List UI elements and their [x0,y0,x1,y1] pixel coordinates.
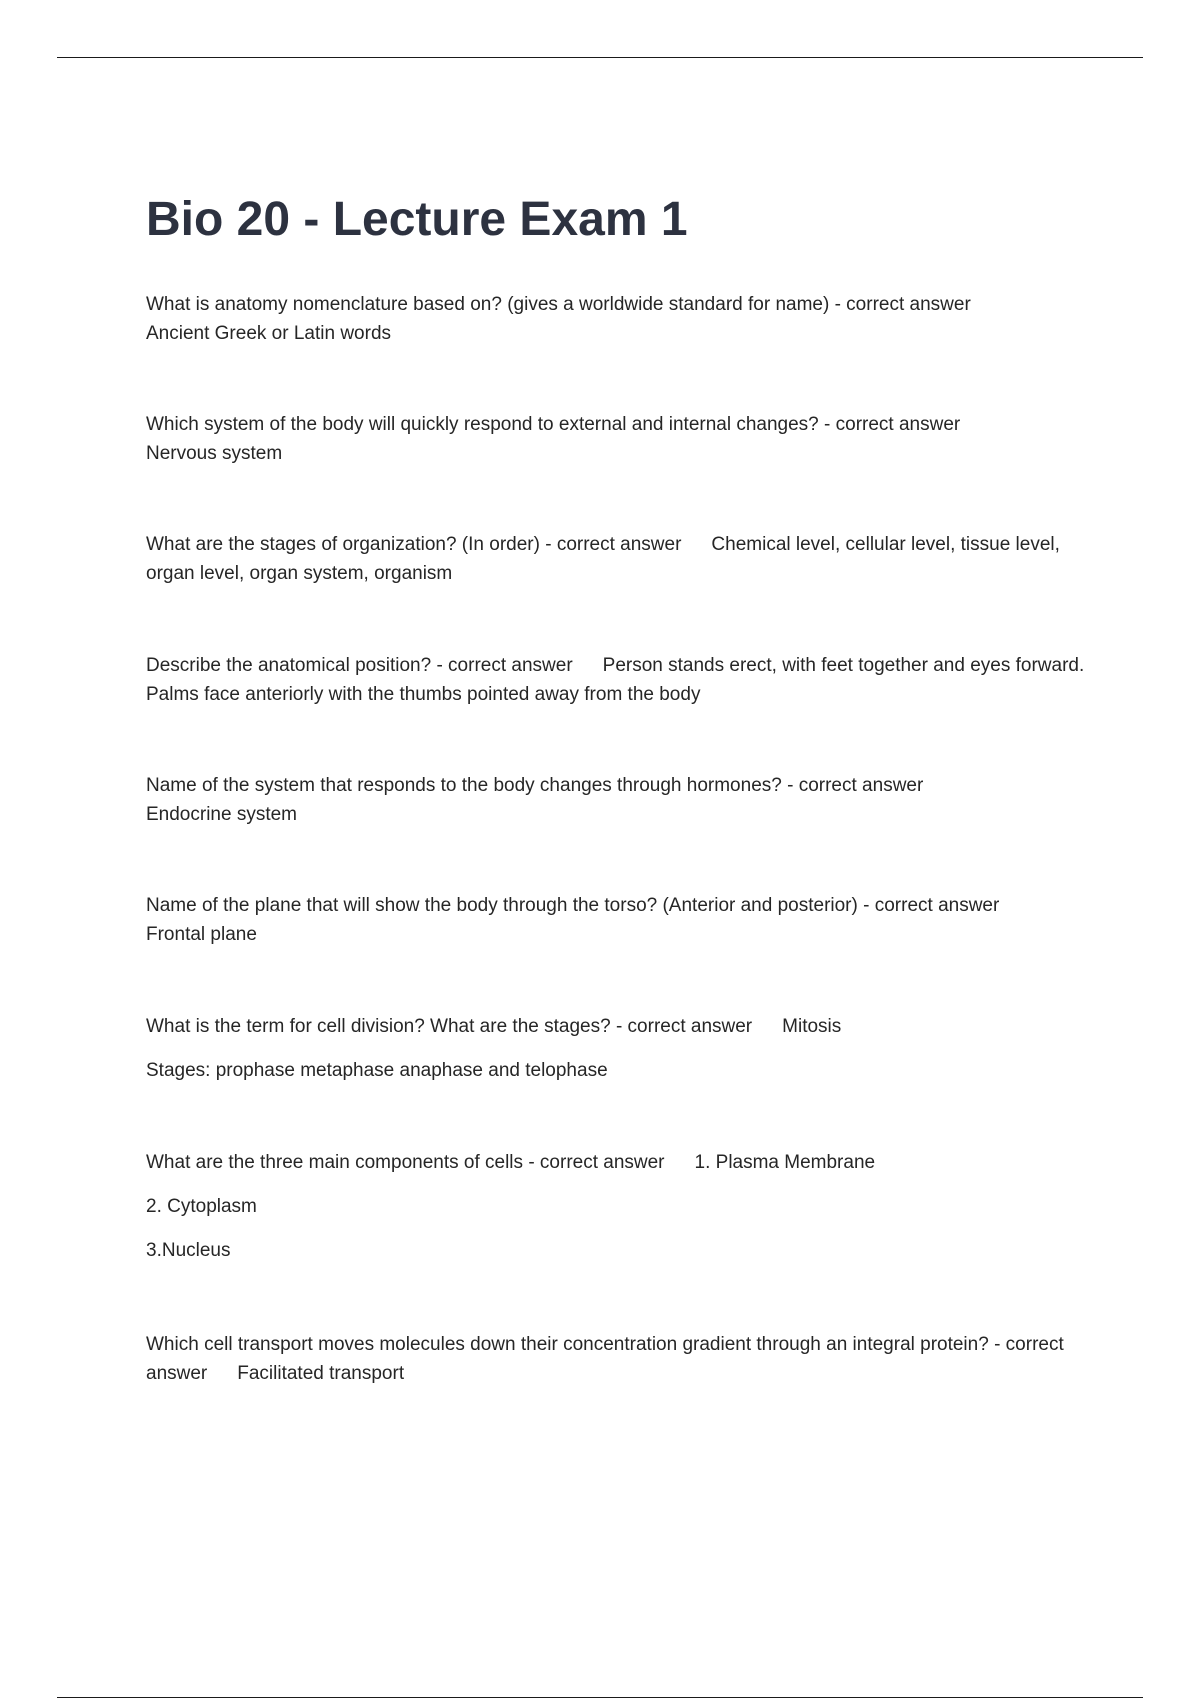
answer-text: Endocrine system [146,804,298,825]
question-text: What are the three main components of cells [146,1152,524,1173]
qa-item-3 [146,530,1086,588]
answer-text: Person stands erect, with feet together and eyes forward. Palms face anteriorly with the thumbs pointed away from the body [146,655,1085,705]
question-text: Which system of the body will quickly respond to external and internal changes? [146,414,819,435]
qa-line [146,771,1086,829]
answer-text: Nervous system [146,443,283,464]
qa-item-6 [146,891,1086,949]
answer-marker: - correct answer [545,534,682,555]
answer-marker: - correct answer [615,1016,753,1037]
answer-marker: - correct answer [834,294,971,315]
answer-marker: - correct answer [528,1152,665,1173]
top-rule [57,57,1143,58]
qa-item-1 [146,290,1086,348]
answer-marker: - correct answer [146,1334,1064,1384]
question-text: What is anatomy nomenclature based on? (gives a worldwide standard for name) [146,294,830,315]
answer-text: Frontal plane [146,924,257,945]
question-text: Which cell transport moves molecules down their concentration gradient through an integral protein? [146,1334,989,1355]
answer-text: Mitosis [782,1016,842,1037]
answer-extra-line: 3.Nucleus [146,1240,231,1261]
qa-item-7 [146,1012,1086,1085]
document-title: Bio 20 - Lecture Exam 1 [146,193,688,246]
answer-marker: - correct answer [787,775,924,796]
qa-line [146,530,1086,588]
answer-marker: - correct answer [436,655,573,676]
question-text: Name of the system that responds to the body changes through hormones? [146,775,782,796]
qa-line [146,1148,1086,1177]
answer-extra-line: Stages: prophase metaphase anaphase and telophase [146,1060,608,1081]
qa-line [146,651,1086,709]
answer-text: Chemical level, cellular level, tissue level, organ level, organ system, organism [146,534,1060,584]
qa-item-4 [146,651,1086,709]
answer-marker: - correct answer [863,895,1000,916]
answer-marker: - correct answer [824,414,961,435]
qa-line [146,410,1086,468]
question-text: What is the term for cell division? What are the stages? [146,1016,611,1037]
question-text: Describe the anatomical position? [146,655,432,676]
qa-line [146,1012,1086,1041]
answer-text: Facilitated transport [237,1363,405,1384]
answer-extra-line: 2. Cytoplasm [146,1196,257,1217]
qa-item-8 [146,1148,1086,1265]
question-text: What are the stages of organization? (In order) [146,534,540,555]
qa-item-5 [146,771,1086,829]
bottom-rule [57,1697,1143,1698]
question-text: Name of the plane that will show the body through the torso? (Anterior and posterior) [146,895,858,916]
answer-text: 1. Plasma Membrane [694,1152,876,1173]
qa-line [146,891,1086,949]
answer-text: Ancient Greek or Latin words [146,323,392,344]
qa-line [146,1330,1086,1388]
qa-item-9 [146,1330,1086,1388]
qa-item-2 [146,410,1086,468]
qa-line [146,290,1086,348]
